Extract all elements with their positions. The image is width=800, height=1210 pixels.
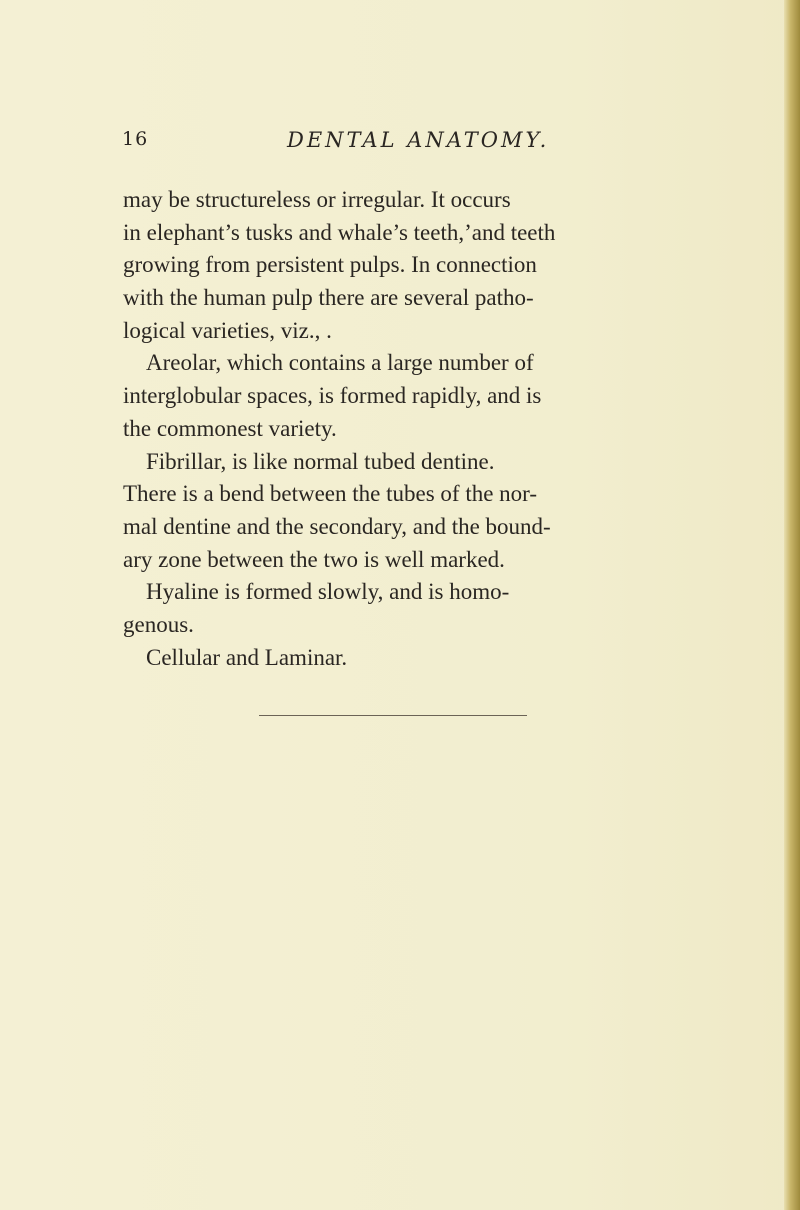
text-line: ary zone between the two is well marked. — [123, 546, 505, 572]
page-number: 16 — [122, 128, 149, 150]
text-line: Fibrillar, is like normal tubed dentine. — [146, 448, 495, 474]
text-line: with the human pulp there are several patho- — [123, 285, 534, 311]
text-line: may be structureless or irregular. It occurs — [123, 187, 511, 212]
text-line: in elephant’s tusks and whale’s teeth,’and teeth — [123, 219, 556, 245]
body-text — [123, 184, 683, 674]
text-line: logical varieties, viz., . — [123, 317, 332, 343]
page-edge — [784, 0, 800, 1210]
text-line: Cellular and Laminar. — [146, 644, 348, 670]
text-line: Areolar, which contains a large number of — [146, 350, 534, 376]
text-line: Hyaline is formed slowly, and is homo- — [146, 579, 510, 605]
text-line: There is a bend between the tubes of the nor- — [123, 481, 538, 507]
page-header — [122, 128, 702, 158]
text-line: the commonest variety. — [123, 415, 337, 441]
text-line: mal dentine and the secondary, and the bound- — [123, 513, 551, 539]
text-line: interglobular spaces, is formed rapidly, and is — [123, 383, 542, 409]
running-head: DENTAL ANATOMY. — [287, 128, 550, 152]
text-line: genous. — [123, 611, 194, 637]
section-divider — [259, 715, 527, 716]
text-line: growing from persistent pulps. In connection — [123, 252, 537, 278]
